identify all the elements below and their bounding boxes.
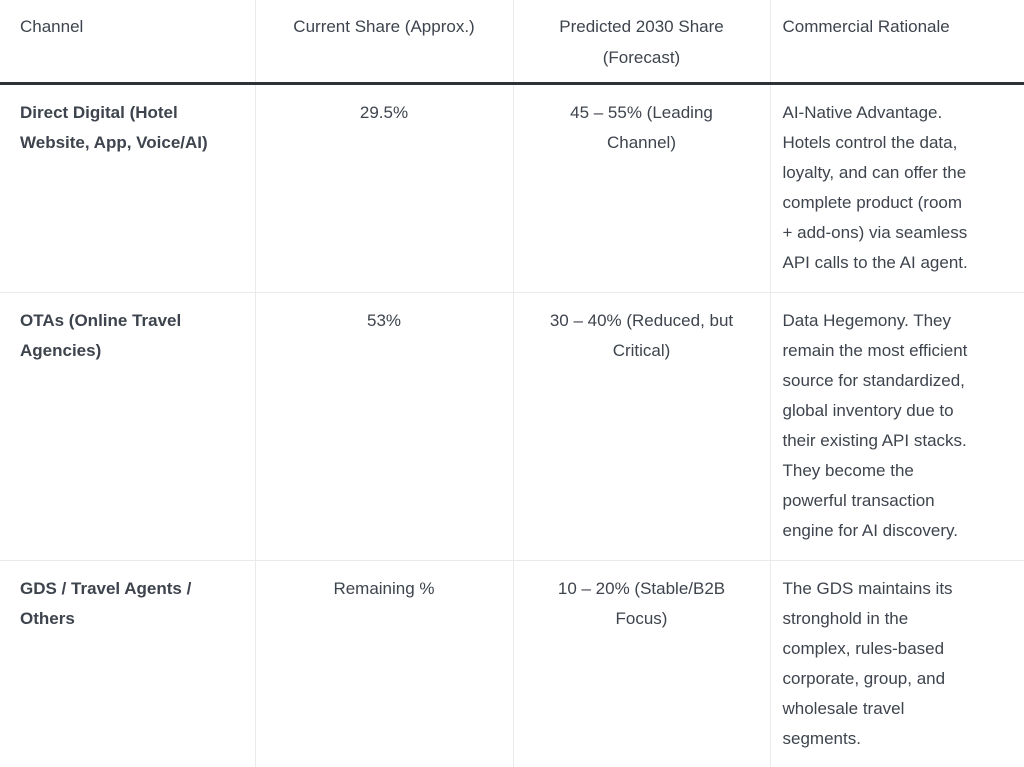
cell-channel (0, 293, 255, 561)
cell-commercial-rationale (770, 293, 1024, 561)
cell-predicted-share (513, 84, 770, 293)
table-row-direct-digital (0, 84, 1024, 293)
cell-current-share: 53% (255, 293, 513, 561)
column-header-commercial-rationale: Commercial Rationale (770, 0, 1024, 84)
cell-current-share: 29.5% (255, 84, 513, 293)
channel-name: Direct Digital (Hotel Website, App, Voice/AI) (20, 103, 208, 152)
cell-current-share: Remaining % (255, 561, 513, 767)
channel-name: GDS / Travel Agents / Others (20, 579, 192, 628)
table-header-row (0, 0, 1024, 84)
cell-predicted-share (513, 561, 770, 767)
commercial-rationale-text: Data Hegemony. They remain the most efficient source for standardized, global inventory due to their existing API stacks. They become the powerful transaction engine for AI discovery. (782, 311, 968, 540)
cell-commercial-rationale (770, 561, 1024, 767)
column-header-channel: Channel (0, 0, 255, 84)
cell-channel (0, 84, 255, 293)
column-header-current-share: Current Share (Approx.) (255, 0, 513, 84)
cell-channel (0, 561, 255, 767)
column-header-predicted-share (513, 0, 770, 84)
cell-commercial-rationale (770, 84, 1024, 293)
channel-name: OTAs (Online Travel Agencies) (20, 311, 182, 360)
cell-predicted-share (513, 293, 770, 561)
predicted-share-value: 45 – 55% (Leading Channel) (570, 103, 713, 152)
predicted-share-value: 10 – 20% (Stable/B2B Focus) (557, 579, 726, 628)
column-header-predicted-share-label: Predicted 2030 Share (Forecast) (559, 17, 724, 67)
table-row-otas (0, 293, 1024, 561)
commercial-rationale-text: AI-Native Advantage. Hotels control the data, loyalty, and can offer the complete product (room + add-ons) via seamless API calls to the AI agent. (782, 103, 968, 272)
predicted-share-value: 30 – 40% (Reduced, but Critical) (549, 311, 734, 360)
table-row-gds (0, 561, 1024, 767)
commercial-rationale-text: The GDS maintains its stronghold in the complex, rules-based corporate, group, and wholesale travel segments. (782, 579, 953, 748)
